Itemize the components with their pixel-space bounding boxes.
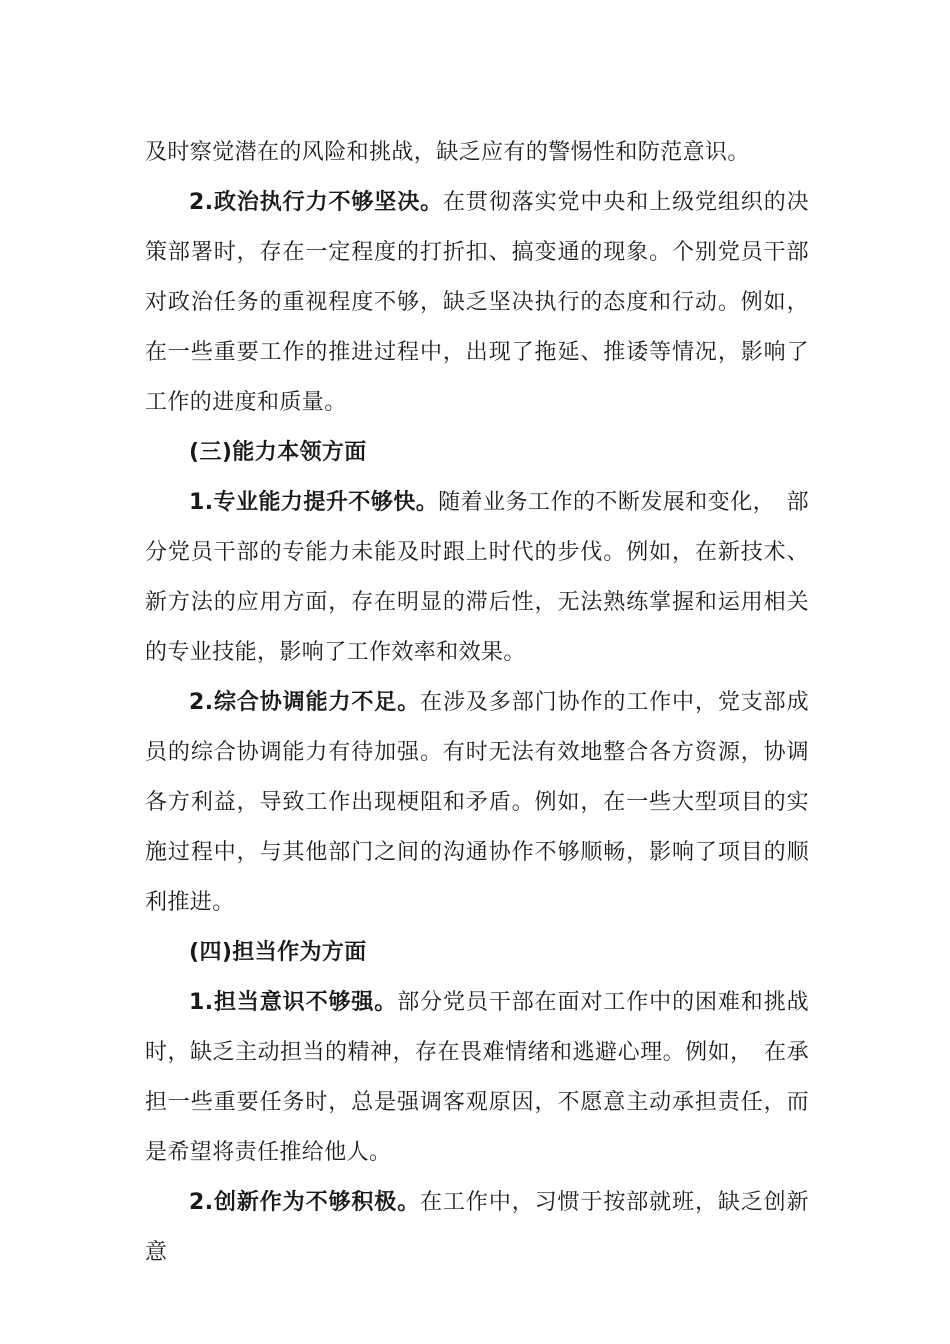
paragraph-text: 随着业务工作的不断发展和变化， 部分党员干部的专能力未能及时跟上时代的步伐。例如，在新技术、新方法的应用方面，存在明显的滞后性，无法熟练掌握和运用相关的专业技能，影响了工作效率和效果。 bbox=[145, 490, 809, 665]
paragraph-innovation bbox=[145, 1178, 809, 1278]
paragraph-text: 在工作中，习惯于按部就班，缺乏创新意 bbox=[145, 1190, 809, 1265]
paragraph-text: 及时察觉潜在的风险和挑战，缺乏应有的警惕性和防范意识。 bbox=[145, 140, 750, 165]
paragraph-lead: 1.专业能力提升不够快。 bbox=[189, 490, 439, 515]
section-heading-ability: (三)能力本领方面 bbox=[189, 440, 367, 465]
paragraph-text: 部分党员干部在面对工作中的困难和挑战时，缺乏主动担当的精神，存在畏难情绪和逃避心理。例如， 在承担一些重要任务时，总是强调客观原因，不愿意主动承担责任，而是希望将责任推给他人。 bbox=[145, 990, 810, 1165]
document-body bbox=[145, 128, 809, 1278]
paragraph-lead: 1.担当意识不够强。 bbox=[189, 990, 398, 1015]
paragraph-lead: 2.政治执行力不够坚决。 bbox=[189, 190, 444, 215]
paragraph-political-execution bbox=[145, 178, 809, 428]
paragraph-continuation bbox=[145, 128, 809, 178]
paragraph-coordination-ability bbox=[145, 678, 809, 928]
paragraph-lead: 2.创新作为不够积极。 bbox=[189, 1190, 421, 1215]
section-heading-responsibility: (四)担当作为方面 bbox=[189, 940, 367, 965]
paragraph-responsibility-awareness bbox=[145, 978, 809, 1178]
paragraph-lead: 2.综合协调能力不足。 bbox=[189, 690, 421, 715]
paragraph-text: 在贯彻落实党中央和上级党组织的决策部署时，存在一定程度的打折扣、搞变通的现象。个别党员干部对政治任务的重视程度不够，缺乏坚决执行的态度和行动。例如，在一些重要工作的推进过程中，出现了拖延、推诿等情况，影响了工作的进度和质量。 bbox=[145, 190, 810, 415]
paragraph-professional-ability bbox=[145, 478, 809, 678]
paragraph-text: 在涉及多部门协作的工作中，党支部成员的综合协调能力有待加强。有时无法有效地整合各方资源，协调各方利益，导致工作出现梗阻和矛盾。例如，在一些大型项目的实施过程中，与其他部门之间的沟通协作不够顺畅，影响了项目的顺利推进。 bbox=[145, 690, 809, 915]
